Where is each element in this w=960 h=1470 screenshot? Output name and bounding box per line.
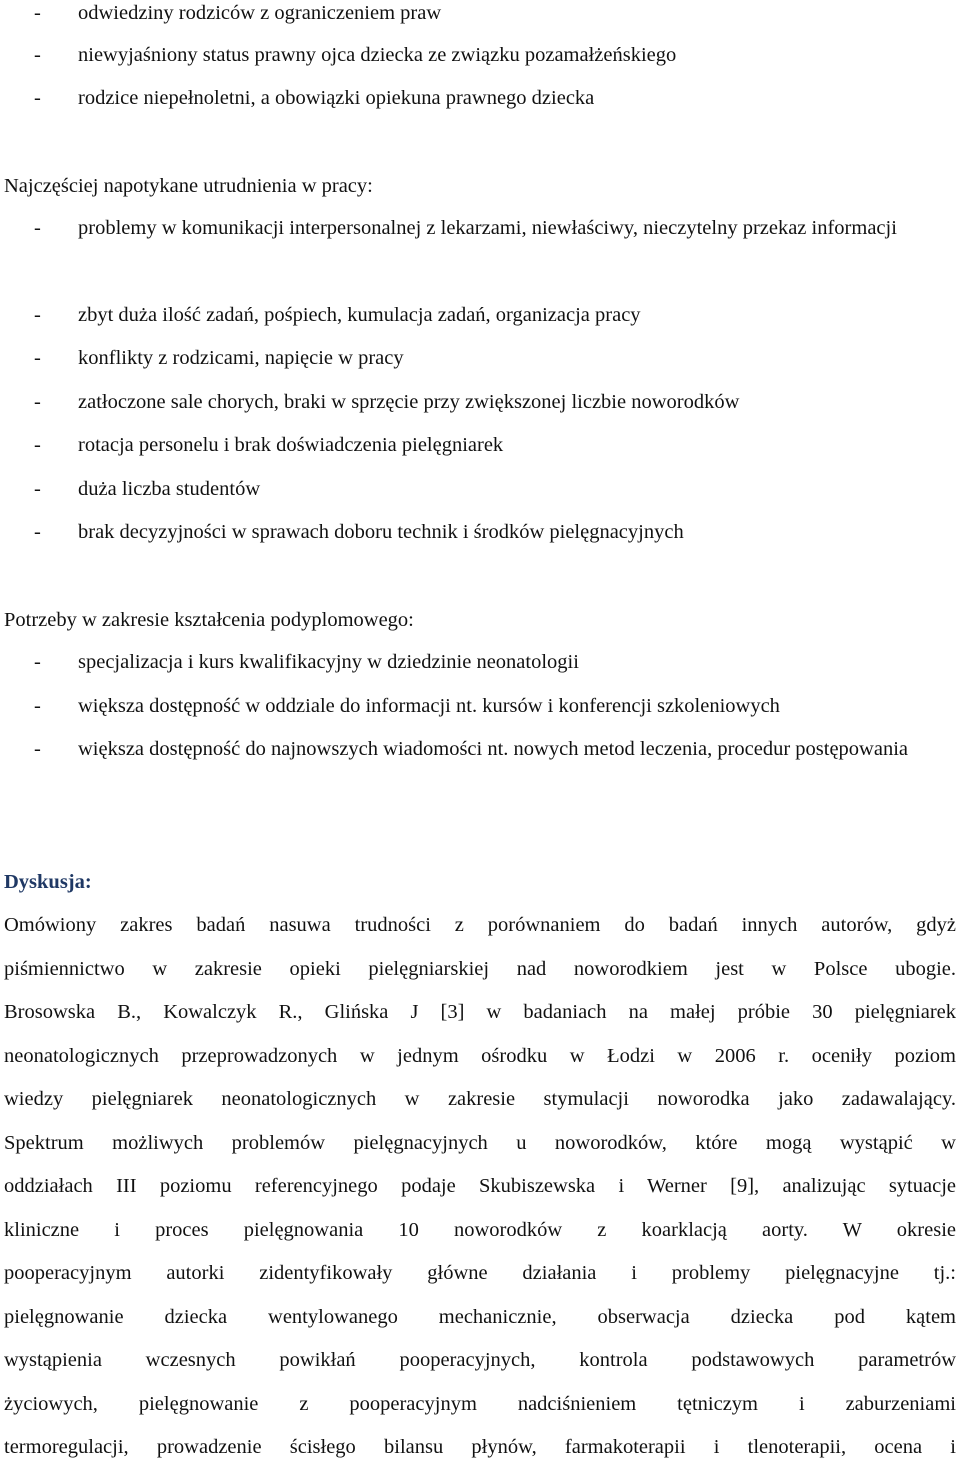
list-item-text: zbyt duża ilość zadań, pośpiech, kumulacja zadań, organizacja pracy <box>78 304 641 326</box>
list-item <box>34 468 956 512</box>
discussion-heading: Dyskusja: <box>4 871 92 893</box>
list-item-text: większa dostępność w oddziale do informacji nt. kursów i konferencji szkoleniowych <box>78 695 780 717</box>
bullet-dash: - <box>34 521 41 543</box>
bullet-dash: - <box>34 2 41 24</box>
paragraph-line: termoregulacji, prowadzenie ścisłego bilansu płynów, farmakoterapii i tlenoterapii, ocena i <box>4 1436 956 1458</box>
bullet-dash: - <box>34 434 41 456</box>
list-item <box>34 294 956 338</box>
list-item <box>34 207 956 251</box>
list-item <box>34 381 956 425</box>
bullet-dash: - <box>34 304 41 326</box>
list-item-text: większa dostępność do najnowszych wiadomości nt. nowych metod leczenia, procedur postępowania <box>78 738 909 760</box>
bullet-dash: - <box>34 217 41 239</box>
bullet-dash: - <box>34 695 41 717</box>
bullet-dash: - <box>34 44 41 66</box>
list-item-text: niewyjaśniony status prawny ojca dziecka ze związku pozamałżeńskiego <box>78 44 677 66</box>
list-item <box>34 685 956 729</box>
list-item-text: konflikty z rodzicami, napięcie w pracy <box>78 347 404 369</box>
bullet-dash: - <box>34 391 41 413</box>
list-item-text: specjalizacja i kurs kwalifikacyjny w dziedzinie neonatologii <box>78 651 579 673</box>
difficulties-heading: Najczęściej napotykane utrudnienia w pracy: <box>4 175 373 197</box>
paragraph-line: pielęgnowanie dziecka wentylowanego mechanicznie, obserwacja dziecka pod kątem <box>4 1305 956 1328</box>
paragraph-line: Omówiony zakres badań nasuwa trudności z porównaniem do badań innych autorów, gdyż <box>4 914 956 936</box>
paragraph-line: życiowych, pielęgnowanie z pooperacyjnym nadciśnieniem tętniczym i zaburzeniami <box>4 1392 956 1415</box>
discussion-paragraph <box>4 904 956 1470</box>
list-item-text: rotacja personelu i brak doświadczenia pielęgniarek <box>78 434 504 456</box>
list-item <box>34 728 956 772</box>
list-item-text: brak decyzyjności w sprawach doboru technik i środków pielęgnacyjnych <box>78 521 684 543</box>
paragraph-line: Brosowska B., Kowalczyk R., Glińska J [3] w badaniach na małej próbie 30 pielęgniarek <box>4 1001 956 1023</box>
list-item <box>34 337 956 381</box>
paragraph-line: wystąpienia wczesnych powikłań pooperacyjnych, kontrola podstawowych parametrów <box>4 1349 956 1371</box>
list-item <box>34 424 956 468</box>
list-item-text: rodzice niepełnoletni, a obowiązki opiekuna prawnego dziecka <box>78 87 595 109</box>
paragraph-line: pooperacyjnym autorki zidentyfikowały główne działania i problemy pielęgnacyjne tj.: <box>4 1262 956 1284</box>
bullet-dash: - <box>34 87 41 109</box>
list-item <box>34 511 956 555</box>
list-item-text: odwiedziny rodziców z ograniczeniem praw <box>78 2 442 24</box>
list-item-text: duża liczba studentów <box>78 478 261 500</box>
list-item-text: problemy w komunikacji interpersonalnej z lekarzami, niewłaściwy, nieczytelny przekaz informacji <box>78 217 897 239</box>
bullet-dash: - <box>34 651 41 673</box>
paragraph-line: kliniczne i proces pielęgnowania 10 noworodków z koarklacją aorty. W okresie <box>4 1218 956 1241</box>
bullet-dash: - <box>34 478 41 500</box>
list-item <box>34 77 956 121</box>
paragraph-line: oddziałach III poziomu referencyjnego podaje Skubiszewska i Werner [9], analizując sytuacje <box>4 1175 956 1197</box>
needs-heading: Potrzeby w zakresie kształcenia podyplomowego: <box>4 609 414 631</box>
list-item <box>34 641 956 685</box>
bullet-dash: - <box>34 347 41 369</box>
list-item-text: zatłoczone sale chorych, braki w sprzęcie przy zwiększonej liczbie noworodków <box>78 391 740 413</box>
list-item <box>34 34 956 78</box>
paragraph-line: piśmiennictwo w zakresie opieki pielęgniarskiej nad noworodkiem jest w Polsce ubogie. <box>4 957 956 980</box>
paragraph-line: neonatologicznych przeprowadzonych w jednym ośrodku w Łodzi w 2006 r. oceniły poziom <box>4 1044 956 1067</box>
paragraph-line: Spektrum możliwych problemów pielęgnacyjnych u noworodków, które mogą wystąpić w <box>4 1131 956 1154</box>
paragraph-line: wiedzy pielęgniarek neonatologicznych w zakresie stymulacji noworodka jako zadawalający. <box>4 1088 956 1110</box>
bullet-dash: - <box>34 738 41 760</box>
list-item <box>34 0 956 36</box>
